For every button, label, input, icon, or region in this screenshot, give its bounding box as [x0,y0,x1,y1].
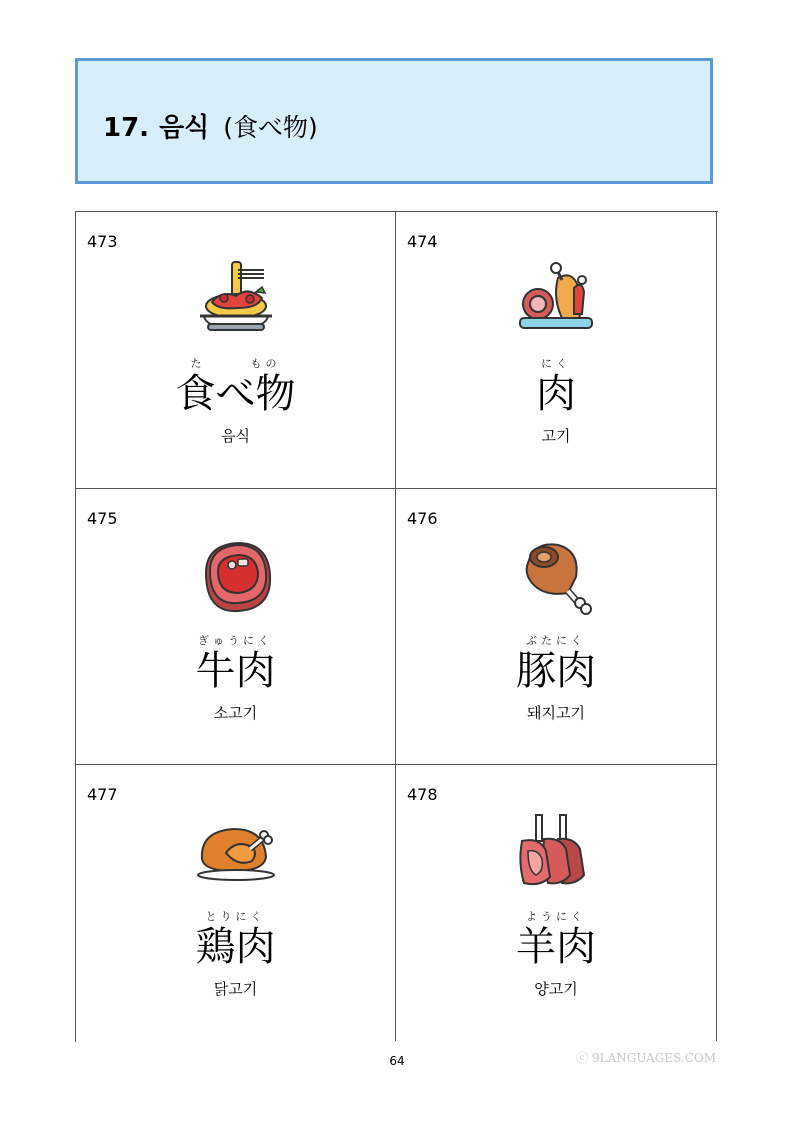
korean-meaning: 돼지고기 [527,704,585,722]
japanese-word: 肉 [536,371,576,417]
korean-meaning: 음식 [221,427,250,445]
steak-icon [194,535,278,619]
watermark: ⓒ 9LANGUAGES.COM [576,1051,716,1065]
japanese-word: 羊肉 [516,924,596,970]
furigana: にく [541,357,571,370]
vocab-card [76,212,396,489]
card-number: 477 [87,785,118,804]
vocab-card [396,212,717,489]
furigana: ぶたにく [526,634,586,647]
korean-meaning: 닭고기 [213,980,258,998]
lamb-chops-icon [514,811,598,895]
japanese-word: 鶏肉 [195,924,276,970]
card-number: 478 [407,785,438,804]
korean-meaning: 고기 [541,427,571,445]
japanese-word: 牛肉 [195,648,276,694]
japanese-word: 豚肉 [516,648,596,694]
furigana: とりにく [205,910,266,923]
ham-leg-icon [514,535,598,619]
section-number: 17. [103,113,150,143]
korean-meaning: 양고기 [534,980,578,998]
vocabulary-grid [75,211,718,1042]
page-number: 64 [389,1054,405,1068]
vocab-card [76,765,396,1041]
japanese-word: 食べ物 [175,371,296,417]
vocab-card [396,489,717,765]
furigana: ようにく [526,910,586,923]
card-number: 475 [87,509,118,528]
meat-platter-icon [514,258,598,342]
roast-chicken-icon [194,811,278,895]
section-title [103,107,318,144]
card-number: 473 [87,232,118,251]
section-title-japanese: (食べ物) [223,113,318,142]
card-number: 474 [407,232,438,251]
vocab-card [396,765,717,1041]
spaghetti-icon [194,258,278,342]
furigana: ぎゅうにく [198,634,273,647]
vocab-card [76,489,396,765]
korean-meaning: 소고기 [213,704,258,722]
section-header [75,58,713,184]
section-title-korean: 음식 [159,113,210,143]
furigana: た もの [190,357,281,370]
card-number: 476 [407,509,438,528]
